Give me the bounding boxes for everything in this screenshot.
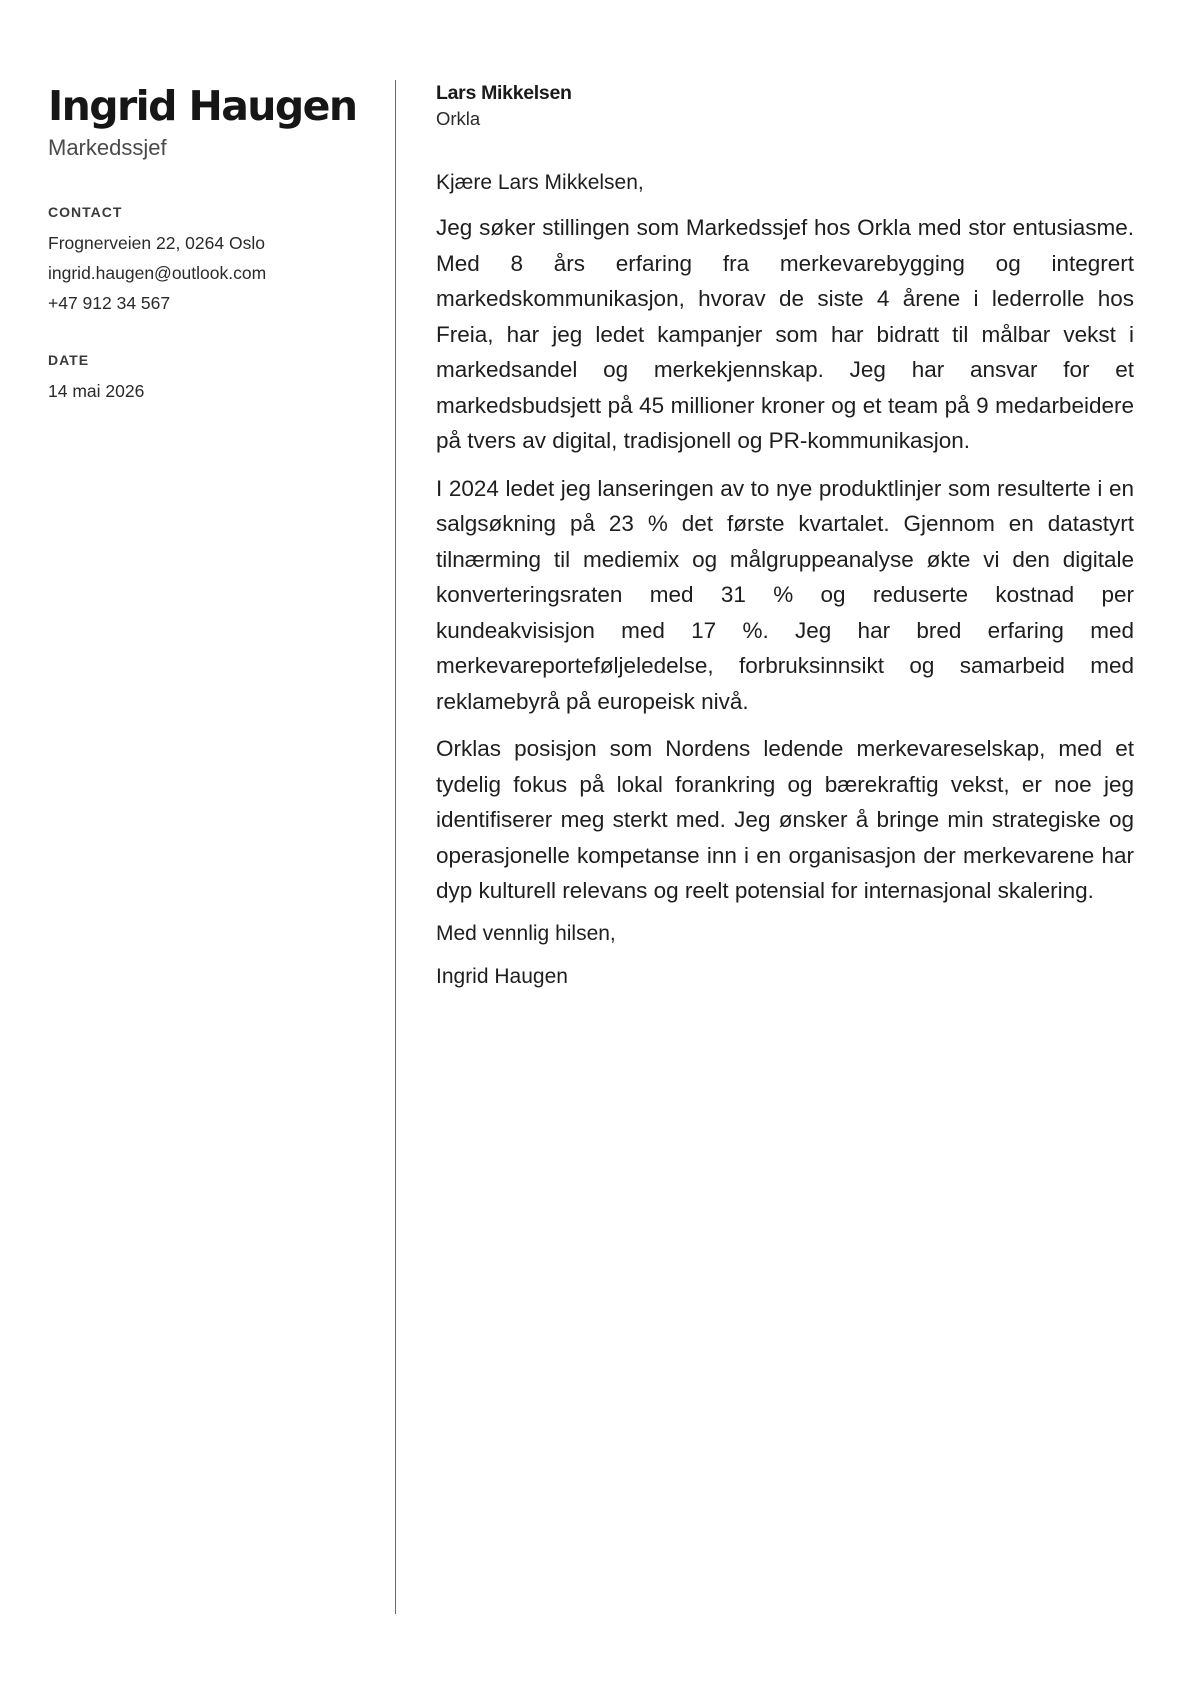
contact-phone: +47 912 34 567 <box>48 293 171 313</box>
greeting: Kjære Lars Mikkelsen, <box>436 171 644 194</box>
contact-section <box>48 202 378 318</box>
contact-heading: CONTACT <box>48 204 123 220</box>
contact-email: ingrid.haugen@outlook.com <box>48 263 267 283</box>
date-section <box>48 350 378 406</box>
paragraph-3: Orklas posisjon som Nordens ledende merkevareselskap, med et tydelig fokus på lokal forankring og bærekraftig vekst, er noe jeg identifiserer meg sterkt med. Jeg ønsker å bringe min strategiske og operasjonelle kompetanse inn i en organisasjon der merkevarene har dyp kulturell relevans og reelt potensial for internasjonal skalering. <box>436 736 1134 903</box>
paragraph-1: Jeg søker stillingen som Markedssjef hos Orkla med stor entusiasme. Med 8 års erfaring fra merkevarebygging og integrert markedskommunikasjon, hvorav de siste 4 årene i lederrolle hos Freia, har jeg ledet kampanjer som har bidratt til målbar vekst i markedsandel og merkekjennskap. Jeg har ansvar for et markedsbudsjett på 45 millioner kroner og et team på 9 medarbeidere på tvers av digital, tradisjonell og PR-kommunikasjon. <box>436 215 1134 453</box>
sender-name: Ingrid Haugen <box>48 82 357 130</box>
paragraph-2: I 2024 ledet jeg lanseringen av to nye produktlinjer som resulterte i en salgsøkning på 23 % det første kvartalet. Gjennom en datastyrt tilnærming til mediemix og målgruppeanalyse økte vi den digitale konverteringsraten med 31 % og reduserte kostnad per kundeakvisisjon med 17 %. Jeg har bred erfaring med merkevareporteføljeledelse, forbruksinnsikt og samarbeid med reklamebyrå på europeisk nivå. <box>436 475 1134 714</box>
sender-title: Markedssjef <box>48 135 167 160</box>
sidebar <box>48 80 378 406</box>
vertical-divider <box>395 80 396 1614</box>
closing: Med vennlig hilsen, <box>436 921 616 945</box>
signature: Ingrid Haugen <box>436 964 568 988</box>
letter-date: 14 mai 2026 <box>48 381 145 401</box>
recipient-company: Orkla <box>436 108 481 129</box>
contact-address: Frognerveien 22, 0264 Oslo <box>48 233 265 253</box>
recipient-name: Lars Mikkelsen <box>436 82 572 104</box>
letter-body <box>436 80 1134 992</box>
date-heading: DATE <box>48 352 90 368</box>
